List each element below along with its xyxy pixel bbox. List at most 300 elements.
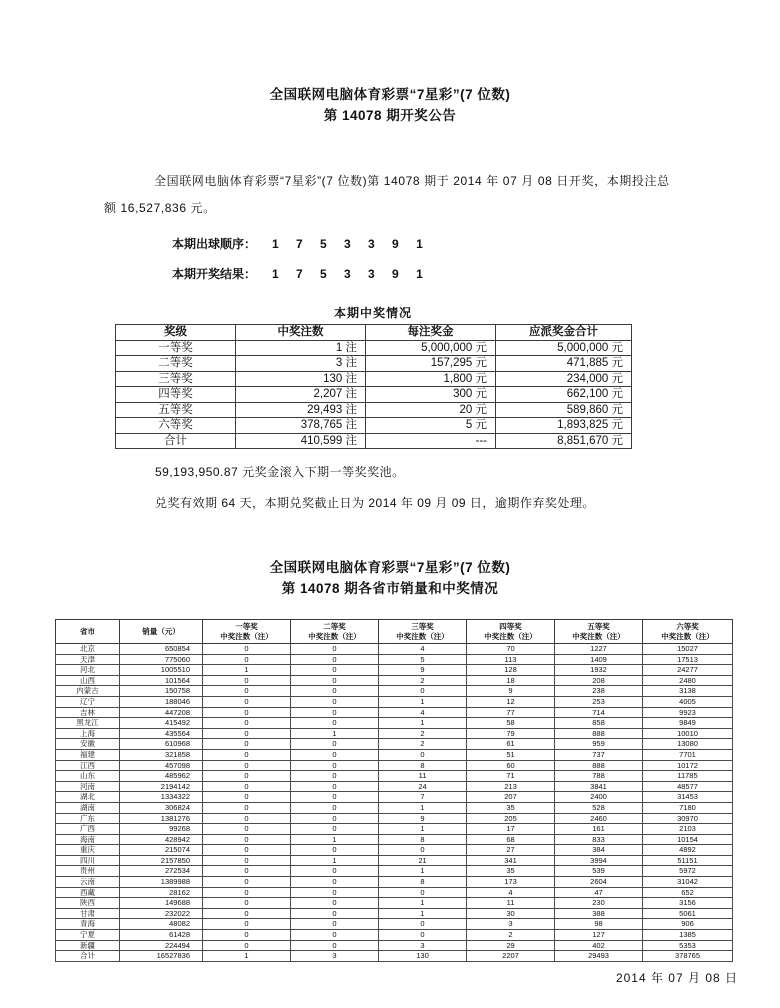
table-row xyxy=(56,855,733,866)
table-cell: 4 xyxy=(467,887,555,898)
table-cell: 甘肃 xyxy=(56,908,120,919)
table-cell: 0 xyxy=(291,940,379,951)
table-cell: 1334322 xyxy=(120,792,203,803)
province-table-body xyxy=(56,644,733,962)
table-row xyxy=(56,675,733,686)
table-cell: 98 xyxy=(555,919,643,930)
table-cell: 300 元 xyxy=(366,387,496,403)
table-cell: 1227 xyxy=(555,644,643,655)
table-row xyxy=(56,845,733,856)
table-cell: 2194142 xyxy=(120,781,203,792)
draw-order-label: 本期出球顺序： xyxy=(172,237,257,251)
table-row xyxy=(116,418,632,434)
province-header-prize5 xyxy=(555,620,643,644)
table-cell: 253 xyxy=(555,696,643,707)
province-section-title xyxy=(0,557,780,599)
table-cell: 吉林 xyxy=(56,707,120,718)
table-cell: 0 xyxy=(291,686,379,697)
table-cell: 黑龙江 xyxy=(56,718,120,729)
table-cell: 1932 xyxy=(555,665,643,676)
table-cell: 0 xyxy=(203,940,291,951)
table-cell: 1005510 xyxy=(120,665,203,676)
prize5-title: 五等奖 xyxy=(587,622,610,631)
table-cell: 3 xyxy=(467,919,555,930)
table-cell: 山东 xyxy=(56,771,120,782)
table-row xyxy=(56,654,733,665)
table-cell: 0 xyxy=(203,908,291,919)
table-row xyxy=(56,728,733,739)
table-row xyxy=(56,898,733,909)
table-cell: 447208 xyxy=(120,707,203,718)
table-cell: 234,000 元 xyxy=(496,371,632,387)
table-cell: 合计 xyxy=(56,951,120,962)
table-cell: 内蒙古 xyxy=(56,686,120,697)
prize-header-level: 奖级 xyxy=(116,325,236,341)
table-cell: 3 xyxy=(291,951,379,962)
issue-date: 2014 年 07 月 08 日 xyxy=(615,970,738,985)
prize-header-total: 应派奖金合计 xyxy=(496,325,632,341)
table-cell: 858 xyxy=(555,718,643,729)
table-cell: 21 xyxy=(379,855,467,866)
table-cell: 7 xyxy=(379,792,467,803)
table-cell: 415492 xyxy=(120,718,203,729)
table-cell: 广西 xyxy=(56,824,120,835)
table-row xyxy=(56,686,733,697)
table-row xyxy=(56,834,733,845)
draw-result-line xyxy=(172,265,780,282)
table-row xyxy=(56,707,733,718)
table-cell: 213 xyxy=(467,781,555,792)
table-cell: 188046 xyxy=(120,696,203,707)
table-cell: 5 元 xyxy=(366,418,496,434)
table-cell: 0 xyxy=(203,877,291,888)
table-cell: 17513 xyxy=(643,654,733,665)
table-cell: 0 xyxy=(203,686,291,697)
table-cell: 173 xyxy=(467,877,555,888)
table-cell: 0 xyxy=(291,866,379,877)
prize-header-winners: 中奖注数 xyxy=(236,325,366,341)
table-cell: 378,765 注 xyxy=(236,418,366,434)
table-cell: 20 元 xyxy=(366,402,496,418)
table-cell: 30970 xyxy=(643,813,733,824)
table-cell: 31042 xyxy=(643,877,733,888)
prize-table-body xyxy=(116,340,632,449)
prize-summary-section xyxy=(0,304,780,449)
table-cell: 8,851,670 元 xyxy=(496,433,632,449)
table-cell: 24277 xyxy=(643,665,733,676)
table-cell: 215074 xyxy=(120,845,203,856)
prize-table-header-row xyxy=(116,325,632,341)
table-cell: 8 xyxy=(379,877,467,888)
table-cell: 5353 xyxy=(643,940,733,951)
table-cell: 0 xyxy=(203,898,291,909)
table-cell: 29493 xyxy=(555,951,643,962)
table-cell: 130 xyxy=(379,951,467,962)
table-cell: 208 xyxy=(555,675,643,686)
table-cell: 9 xyxy=(379,813,467,824)
table-cell: 272534 xyxy=(120,866,203,877)
table-cell: 0 xyxy=(291,665,379,676)
table-cell: 2 xyxy=(379,728,467,739)
province-table-header-row xyxy=(56,620,733,644)
table-cell: 29 xyxy=(467,940,555,951)
table-cell: 17 xyxy=(467,824,555,835)
table-cell: 28162 xyxy=(120,887,203,898)
table-cell: 11785 xyxy=(643,771,733,782)
table-cell: 三等奖 xyxy=(116,371,236,387)
table-cell: 0 xyxy=(203,718,291,729)
table-cell: 9 xyxy=(467,686,555,697)
table-cell: 48577 xyxy=(643,781,733,792)
table-cell: 7701 xyxy=(643,749,733,760)
table-cell: 2604 xyxy=(555,877,643,888)
table-cell: 29,493 注 xyxy=(236,402,366,418)
table-cell: 0 xyxy=(203,866,291,877)
table-cell: 合计 xyxy=(116,433,236,449)
table-cell: 0 xyxy=(291,718,379,729)
table-cell: 60 xyxy=(467,760,555,771)
table-cell: 149688 xyxy=(120,898,203,909)
table-cell: 589,860 元 xyxy=(496,402,632,418)
table-cell: 24 xyxy=(379,781,467,792)
table-cell: 127 xyxy=(555,930,643,941)
table-row xyxy=(116,340,632,356)
table-cell: 9923 xyxy=(643,707,733,718)
table-cell: 35 xyxy=(467,866,555,877)
table-cell: 652 xyxy=(643,887,733,898)
table-cell: 157,295 元 xyxy=(366,356,496,372)
table-cell: 安徽 xyxy=(56,739,120,750)
table-cell: 北京 xyxy=(56,644,120,655)
prize2-subtitle: 中奖注数（注） xyxy=(308,631,361,641)
table-cell: 5972 xyxy=(643,866,733,877)
table-cell: 0 xyxy=(291,644,379,655)
table-row xyxy=(56,877,733,888)
prize1-subtitle: 中奖注数（注） xyxy=(220,631,273,641)
table-cell: 0 xyxy=(203,887,291,898)
province-header-region: 省市 xyxy=(56,620,120,644)
table-cell: 161 xyxy=(555,824,643,835)
table-cell: 79 xyxy=(467,728,555,739)
province-header-prize4 xyxy=(467,620,555,644)
table-cell: 610968 xyxy=(120,739,203,750)
table-cell: 888 xyxy=(555,760,643,771)
table-cell: 上海 xyxy=(56,728,120,739)
table-cell: 230 xyxy=(555,898,643,909)
table-cell: 海南 xyxy=(56,834,120,845)
table-cell: 27 xyxy=(467,845,555,856)
table-cell: 0 xyxy=(203,760,291,771)
prize4-subtitle: 中奖注数（注） xyxy=(484,631,537,641)
province-header-prize1 xyxy=(203,620,291,644)
table-cell: 4892 xyxy=(643,845,733,856)
table-cell: 70 xyxy=(467,644,555,655)
table-cell: 1 xyxy=(379,866,467,877)
table-cell: 9 xyxy=(379,665,467,676)
table-cell: 2 xyxy=(379,675,467,686)
table-cell: 2 xyxy=(467,930,555,941)
table-cell: 山西 xyxy=(56,675,120,686)
table-cell: 0 xyxy=(291,845,379,856)
table-cell: 云南 xyxy=(56,877,120,888)
table-cell: 0 xyxy=(379,749,467,760)
table-cell: 0 xyxy=(203,855,291,866)
table-cell: 10154 xyxy=(643,834,733,845)
table-cell: 新疆 xyxy=(56,940,120,951)
table-cell: 207 xyxy=(467,792,555,803)
table-cell: 485962 xyxy=(120,771,203,782)
table-cell: 0 xyxy=(203,919,291,930)
table-row xyxy=(116,433,632,449)
prize6-subtitle: 中奖注数（注） xyxy=(661,631,714,641)
table-cell: 0 xyxy=(379,930,467,941)
table-cell: 1 xyxy=(379,898,467,909)
table-cell: 1409 xyxy=(555,654,643,665)
table-row xyxy=(56,930,733,941)
table-cell: 5 xyxy=(379,654,467,665)
prize4-title: 四等奖 xyxy=(499,622,522,631)
table-cell: 528 xyxy=(555,802,643,813)
table-cell: 福建 xyxy=(56,749,120,760)
table-cell: 77 xyxy=(467,707,555,718)
table-cell: 河南 xyxy=(56,781,120,792)
table-cell: 1 xyxy=(379,802,467,813)
table-cell: 1 xyxy=(379,718,467,729)
table-cell: 71 xyxy=(467,771,555,782)
province-section-title-line2: 第 14078 期各省市销量和中奖情况 xyxy=(281,581,499,596)
redemption-note: 兑奖有效期 64 天，本期兑奖截止日为 2014 年 09 月 09 日，逾期作弃奖处理。 xyxy=(155,496,595,510)
table-cell: 2460 xyxy=(555,813,643,824)
table-cell: 775060 xyxy=(120,654,203,665)
province-header-prize3 xyxy=(379,620,467,644)
table-cell: 306824 xyxy=(120,802,203,813)
prize1-title: 一等奖 xyxy=(235,622,258,631)
table-cell: 0 xyxy=(291,908,379,919)
table-cell: 四等奖 xyxy=(116,387,236,403)
table-cell: 788 xyxy=(555,771,643,782)
table-cell: 0 xyxy=(203,749,291,760)
table-cell: 0 xyxy=(203,771,291,782)
table-cell: 3 注 xyxy=(236,356,366,372)
table-row xyxy=(116,371,632,387)
table-cell: 15027 xyxy=(643,644,733,655)
table-cell: 238 xyxy=(555,686,643,697)
table-row xyxy=(56,792,733,803)
table-cell: 30 xyxy=(467,908,555,919)
table-cell: 2,207 注 xyxy=(236,387,366,403)
table-cell: 3841 xyxy=(555,781,643,792)
table-cell: 贵州 xyxy=(56,866,120,877)
intro-paragraph: 全国联网电脑体育彩票“7星彩”(7 位数)第 14078 期于 2014 年 07 月 08 日开奖，本期投注总额 16,527,836 元。 xyxy=(104,174,670,215)
table-cell: 61 xyxy=(467,739,555,750)
table-cell: 0 xyxy=(291,760,379,771)
table-cell: 5,000,000 元 xyxy=(496,340,632,356)
table-cell: 58 xyxy=(467,718,555,729)
table-cell: 0 xyxy=(291,930,379,941)
table-row xyxy=(56,760,733,771)
table-cell: 384 xyxy=(555,845,643,856)
table-cell: 六等奖 xyxy=(116,418,236,434)
table-cell: 0 xyxy=(203,654,291,665)
province-header-prize2 xyxy=(291,620,379,644)
table-cell: 16527836 xyxy=(120,951,203,962)
table-cell: 0 xyxy=(291,919,379,930)
table-cell: 68 xyxy=(467,834,555,845)
table-cell: 西藏 xyxy=(56,887,120,898)
draw-result-digits: 1 7 5 3 3 9 1 xyxy=(272,267,430,281)
table-cell: 4 xyxy=(379,644,467,655)
document-title-line1: 全国联网电脑体育彩票“7星彩”(7 位数) xyxy=(269,87,511,102)
table-row xyxy=(56,951,733,962)
table-cell: 0 xyxy=(291,654,379,665)
table-cell: 0 xyxy=(291,877,379,888)
table-cell: 388 xyxy=(555,908,643,919)
table-cell: 0 xyxy=(379,919,467,930)
prize2-title: 二等奖 xyxy=(323,622,346,631)
table-row xyxy=(116,356,632,372)
table-cell: 457098 xyxy=(120,760,203,771)
table-cell: 130 注 xyxy=(236,371,366,387)
table-cell: 10172 xyxy=(643,760,733,771)
table-cell: 1 xyxy=(203,665,291,676)
table-row xyxy=(56,749,733,760)
table-cell: 402 xyxy=(555,940,643,951)
table-row xyxy=(116,387,632,403)
table-cell: 0 xyxy=(203,696,291,707)
document-title-line2: 第 14078 期开奖公告 xyxy=(323,108,457,123)
table-cell: 31453 xyxy=(643,792,733,803)
table-cell: 321858 xyxy=(120,749,203,760)
table-cell: 959 xyxy=(555,739,643,750)
table-cell: 二等奖 xyxy=(116,356,236,372)
table-cell: 18 xyxy=(467,675,555,686)
table-cell: 天津 xyxy=(56,654,120,665)
table-cell: 10010 xyxy=(643,728,733,739)
table-row xyxy=(56,919,733,930)
table-cell: 1 xyxy=(379,696,467,707)
table-row xyxy=(56,781,733,792)
province-section-title-line1: 全国联网电脑体育彩票“7星彩”(7 位数) xyxy=(269,560,511,575)
table-cell: 833 xyxy=(555,834,643,845)
province-header-prize6 xyxy=(643,620,733,644)
table-row xyxy=(56,813,733,824)
table-cell: 8 xyxy=(379,760,467,771)
table-cell: 0 xyxy=(203,930,291,941)
table-cell: 1385 xyxy=(643,930,733,941)
table-cell: 1 xyxy=(379,824,467,835)
prize-header-amount: 每注奖金 xyxy=(366,325,496,341)
table-cell: 128 xyxy=(467,665,555,676)
table-cell: 1 xyxy=(291,834,379,845)
table-cell: 2 xyxy=(379,739,467,750)
table-cell: 0 xyxy=(203,781,291,792)
table-cell: 0 xyxy=(291,824,379,835)
province-sales-table xyxy=(55,619,733,962)
table-cell: 0 xyxy=(291,781,379,792)
rollover-note: 59,193,950.87 元奖金滚入下期一等奖奖池。 xyxy=(155,465,405,479)
table-cell: 101564 xyxy=(120,675,203,686)
table-cell: 1 xyxy=(379,908,467,919)
table-cell: 47 xyxy=(555,887,643,898)
prize-table-wrap xyxy=(115,304,631,449)
table-row xyxy=(56,866,733,877)
table-cell: 0 xyxy=(203,802,291,813)
table-cell: 4005 xyxy=(643,696,733,707)
document-title xyxy=(0,0,780,126)
table-cell: 2157850 xyxy=(120,855,203,866)
prize-table-title: 本期中奖情况 xyxy=(333,306,412,320)
table-cell: 4 xyxy=(379,707,467,718)
table-cell: 湖南 xyxy=(56,802,120,813)
table-row xyxy=(56,718,733,729)
table-cell: 0 xyxy=(291,898,379,909)
table-cell: 河北 xyxy=(56,665,120,676)
table-cell: 435564 xyxy=(120,728,203,739)
table-cell: 662,100 元 xyxy=(496,387,632,403)
table-cell: 99268 xyxy=(120,824,203,835)
table-cell: 0 xyxy=(291,749,379,760)
table-cell: 13080 xyxy=(643,739,733,750)
table-row xyxy=(56,739,733,750)
draw-order-digits: 1 7 5 3 3 9 1 xyxy=(272,237,430,251)
table-cell: 0 xyxy=(203,739,291,750)
table-cell: 9849 xyxy=(643,718,733,729)
table-cell: 3994 xyxy=(555,855,643,866)
table-cell: 205 xyxy=(467,813,555,824)
table-cell: 2103 xyxy=(643,824,733,835)
table-cell: 2480 xyxy=(643,675,733,686)
table-cell: 51 xyxy=(467,749,555,760)
prize-summary-table xyxy=(115,324,632,449)
table-cell: 410,599 注 xyxy=(236,433,366,449)
prize3-title: 三等奖 xyxy=(411,622,434,631)
table-cell: 0 xyxy=(203,707,291,718)
table-cell: 陕西 xyxy=(56,898,120,909)
table-cell: 0 xyxy=(203,792,291,803)
table-cell: 1 xyxy=(291,728,379,739)
table-cell: 3156 xyxy=(643,898,733,909)
table-cell: 11 xyxy=(467,898,555,909)
prize6-title: 六等奖 xyxy=(676,622,699,631)
table-cell: 48082 xyxy=(120,919,203,930)
table-cell: 11 xyxy=(379,771,467,782)
table-row xyxy=(56,824,733,835)
table-cell: 5,000,000 元 xyxy=(366,340,496,356)
table-row xyxy=(56,696,733,707)
table-cell: 232022 xyxy=(120,908,203,919)
table-cell: 1,893,825 元 xyxy=(496,418,632,434)
table-row xyxy=(56,665,733,676)
table-cell: 3 xyxy=(379,940,467,951)
table-cell: 650854 xyxy=(120,644,203,655)
table-cell: 906 xyxy=(643,919,733,930)
table-cell: 378765 xyxy=(643,951,733,962)
table-cell: 四川 xyxy=(56,855,120,866)
table-cell: 471,885 元 xyxy=(496,356,632,372)
draw-result-label: 本期开奖结果： xyxy=(172,267,257,281)
table-cell: 1381276 xyxy=(120,813,203,824)
prize5-subtitle: 中奖注数（注） xyxy=(572,631,625,641)
table-cell: 1389988 xyxy=(120,877,203,888)
table-row xyxy=(56,940,733,951)
table-cell: 0 xyxy=(379,845,467,856)
table-cell: 2400 xyxy=(555,792,643,803)
table-cell: 湖北 xyxy=(56,792,120,803)
table-cell: 0 xyxy=(203,834,291,845)
table-cell: 0 xyxy=(203,644,291,655)
table-cell: 0 xyxy=(379,887,467,898)
table-cell: 3138 xyxy=(643,686,733,697)
